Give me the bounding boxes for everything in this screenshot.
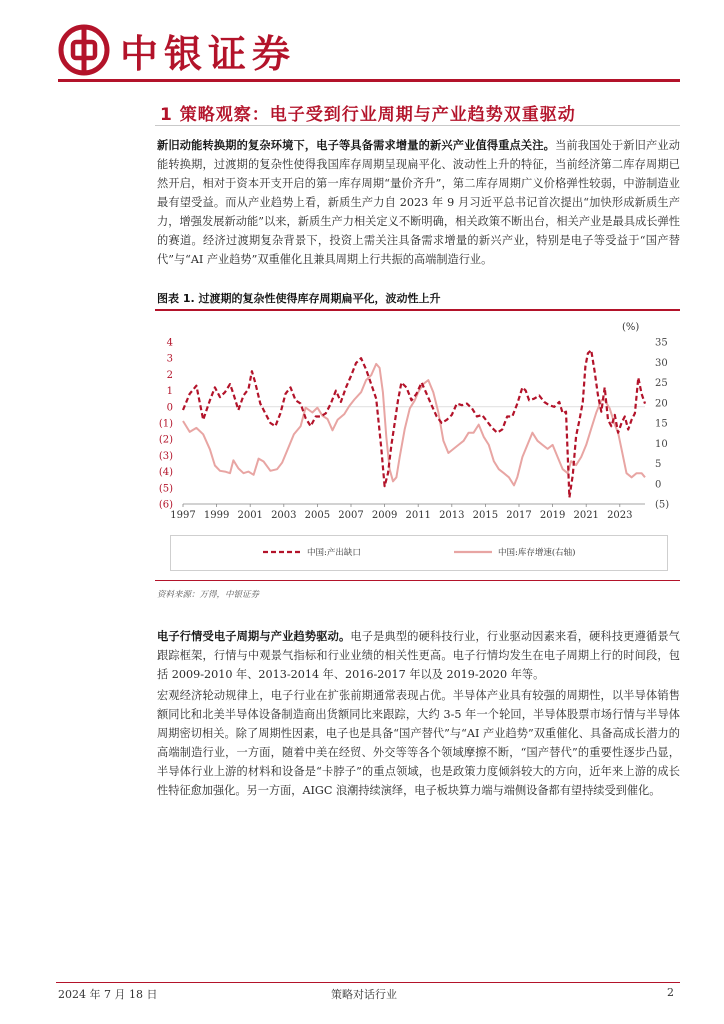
x-axis-tick-label: 2021 (573, 510, 599, 521)
left-axis-tick-label: (2) (158, 434, 173, 446)
page-header (58, 22, 296, 78)
legend-item-inventory-growth (454, 546, 576, 558)
right-axis-tick-label: 20 (655, 398, 668, 410)
x-axis-tick-label: 2003 (271, 510, 297, 521)
series-line-inventory-growth (183, 364, 645, 486)
x-axis-tick-label: 2005 (304, 510, 331, 521)
intro-body: 当前我国处于新旧产业动能转换期，过渡期的复杂性使得我国库存周期呈现扁平化、波动性上升的特征，当前经济第二库存周期已然开启，相对于资本开支开启的第一库存周期“量价齐升”，第二库存周期广义价格弹性较弱，中游制造业最有望受益。而从产业趋势上看，新质生产力自 2023 年 9 月习近平总书记首次提出“加快形成新质生产力，增强发展新动能”以来，新质生产力相关定义不断明确，相关政策不断出台，相关产业是最具成长弹性的赛道。经济过渡期复杂背景下，投资上需关注具备需求增量的新兴产业，特别是电子等受益于“国产替代”与“AI 产业趋势”双重催化且兼具周期上行共振的高端制造行业。 (157, 139, 680, 266)
right-axis-unit-label: (%) (622, 322, 640, 333)
footer-divider (56, 982, 680, 983)
legend-label-inventory-growth: 中国:库存增速(右轴) (498, 548, 576, 558)
right-axis-tick-label: 30 (655, 357, 668, 369)
intro-lead: 新旧动能转换期的复杂环境下，电子等具备需求增量的新兴产业值得重点关注。 (157, 139, 556, 152)
legend-swatch-inventory-growth (454, 549, 492, 555)
section-title: 1 策略观察：电子受到行业周期与产业趋势双重驱动 (160, 105, 576, 125)
right-axis-tick-label: 0 (655, 479, 662, 491)
left-axis-tick-label: 3 (166, 353, 173, 365)
right-axis-tick-label: 25 (655, 378, 668, 389)
footer-report-type: 策略对话行业 (331, 988, 397, 1001)
legend-swatch-output-gap (263, 549, 301, 555)
footer-page-number: 2 (667, 986, 674, 999)
footer-date: 2024 年 7 月 18 日 (58, 988, 158, 1001)
x-axis-tick-label: 1997 (170, 510, 196, 521)
legend-item-output-gap (263, 546, 361, 558)
x-axis-tick-label: 2001 (237, 510, 263, 521)
left-axis-tick-label: 1 (166, 386, 173, 398)
left-axis-tick-label: (3) (158, 450, 173, 462)
figure-bottom-rule (155, 580, 680, 581)
left-axis-tick-label: 2 (166, 369, 173, 381)
figure-source: 资料来源：万得，中银证券 (157, 590, 260, 600)
intro-paragraph (157, 136, 680, 269)
x-axis-tick-label: 2019 (539, 510, 566, 521)
macro-rotation-paragraph: 宏观经济轮动规律上，电子行业在扩张前期通常表现占优。半导体产业具有较强的周期性，以半导体销售额同比和北美半导体设备制造商出货额同比来跟踪，大约 3-5 年一个轮回，半导体股票市场行情与半导体周期密切相关。除了周期性因素，电子也是具备“国产替代”与“AI 产业趋势”双重催化、具备高成长潜力的高端制造行业，一方面，随着中美在经贸、外交等等各个领域摩擦不断，“国产替代”的重要性逐步凸显，半导体行业上游的材料和设备是“卡脖子”的重点领域，也是政策力度倾斜较大的方向，近年来上游的成长性特征愈加强化。另一方面，AIGC 浪潮持续演绎，电子板块算力端与端侧设备都有望持续受到催化。 (157, 689, 680, 797)
left-axis-tick-label: (1) (158, 418, 173, 430)
right-axis-tick-label: 10 (655, 438, 668, 450)
section-title-divider (155, 125, 680, 126)
right-axis-tick-label: 15 (655, 418, 668, 430)
x-axis-tick-label: 2017 (506, 510, 532, 521)
figure-title: 图表 1. 过渡期的复杂性使得库存周期扁平化，波动性上升 (157, 292, 441, 305)
header-divider (58, 79, 680, 82)
electronics-driver-paragraph (157, 627, 680, 684)
x-axis-tick-label: 2009 (371, 510, 398, 521)
left-axis-tick-label: 4 (166, 337, 173, 349)
legend-label-output-gap: 中国:产出缺口 (307, 548, 361, 558)
x-axis-tick-label: 2011 (405, 510, 431, 521)
brand-name: 中银证券 (120, 31, 297, 76)
left-axis-tick-label: (4) (158, 467, 173, 479)
left-axis-tick-label: (6) (158, 499, 173, 511)
x-axis-tick-label: 2015 (472, 510, 499, 521)
series-line-output-gap (183, 350, 645, 497)
x-axis-tick-label: 2013 (439, 510, 465, 521)
figure-top-rule (155, 309, 680, 311)
dual-axis-line-chart (155, 312, 680, 522)
x-axis-tick-label: 2007 (338, 510, 364, 521)
left-axis-tick-label: (5) (158, 483, 173, 495)
electronics-body: 电子是典型的硬科技行业，行业驱动因素来看，硬科技更遵循景气跟踪框架，行情与中观景气指标和行业业绩的相关性更高。电子行情均发生在电子周期上行的时间段，包括 2009-2010 年、2013-2014 年、2016-2017 年以及 2019-2020 年等。 (157, 630, 680, 681)
chart-legend (170, 535, 668, 571)
electronics-lead: 电子行情受电子周期与产业趋势驱动。 (157, 630, 351, 643)
right-axis-tick-label: 35 (655, 337, 668, 349)
bank-of-china-logo-icon (58, 24, 110, 76)
x-axis-tick-label: 2023 (607, 510, 633, 521)
right-axis-tick-label: (5) (655, 499, 670, 511)
left-axis-tick-label: 0 (166, 402, 173, 414)
right-axis-tick-label: 5 (655, 459, 662, 470)
x-axis-tick-label: 1999 (203, 510, 230, 521)
